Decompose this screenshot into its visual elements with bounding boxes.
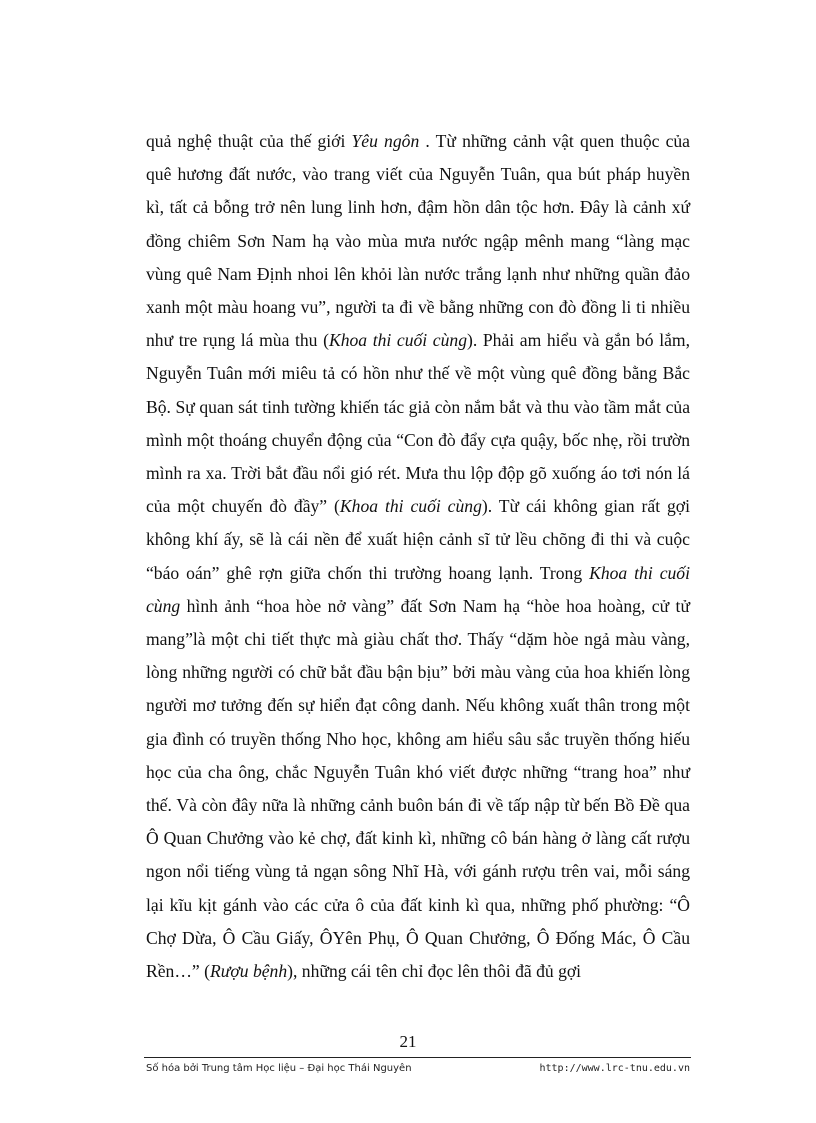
text-run: ), những cái tên chỉ đọc lên thôi đã đủ gợi: [287, 961, 582, 982]
footer-url: http://www.lrc-tnu.edu.vn: [539, 1063, 690, 1074]
text-run: quả nghệ thuật của thế giới: [146, 131, 352, 151]
text-run: . Từ những cảnh vật quen thuộc của quê hương đất nước, vào trang viết của Nguyễn Tuân, qua bút pháp huyền kì, tất cả bỗng trở nên lung linh hơn, đậm hồn dân tộc hơn. Đây là cảnh xứ đồng chiêm Sơn Nam hạ vào mùa mưa nước ngập mênh mang “làng mạc vùng quê Nam Định nhoi lên khỏi làn nước trắng lạnh như những quần đảo xanh một màu hoang vu”, người ta đi về bằng những con đò đồng li ti nhiều như tre rụng lá mùa thu (: [146, 131, 690, 351]
footer-divider: [144, 1057, 691, 1058]
body-paragraph: [146, 125, 690, 988]
footer-source: Số hóa bởi Trung tâm Học liệu – Đại học Thái Nguyên: [146, 1063, 412, 1074]
text-run: hình ảnh “hoa hòe nở vàng” đất Sơn Nam hạ “hòe hoa hoàng, cử tử mang”là một chi tiết thực mà giàu chất thơ. Thấy “dặm hòe ngả màu vàng, lòng những người có chữ bắt đầu bận bịu” bởi màu vàng của hoa khiến lòng người mơ tưởng đến sự hiển đạt công danh. Nếu không xuất thân trong một gia đình có truyền thống Nho học, không am hiểu sâu sắc truyền thống hiếu học của cha ông, chắc Nguyễn Tuân khó viết được những “trang hoa” như thế. Và còn đây nữa là những cảnh buôn bán đi về tấp nập từ bến Bồ Đề qua Ô Quan Chưởng vào kẻ chợ, đất kinh kì, những cô bán hàng ở làng cất rượu ngon nổi tiếng vùng tả ngạn sông Nhĩ Hà, với gánh rượu trên vai, mỗi sáng lại kĩu kịt gánh vào các cửa ô của đất kinh kì qua, những phố phường: “Ô Chợ Dừa, Ô Cầu Giấy, ÔYên Phụ, Ô Quan Chưởng, Ô Đống Mác, Ô Cầu Rền…” (: [146, 595, 690, 982]
text-run: ). Phải am hiểu và gắn bó lắm, Nguyễn Tuân mới miêu tả có hồn như thế về một vùng quê đồng bằng Bắc Bộ. Sự quan sát tinh tường khiến tác giả còn nắm bắt và thu vào tầm mắt của mình một thoáng chuyển động của “Con đò đẩy cựa quậy, bốc nhẹ, rồi trườn mình ra xa. Trời bắt đầu nổi gió rét. Mưa thu lộp độp gõ xuống áo tơi nón lá của một chuyến đò đầy” (: [146, 330, 691, 517]
page-number: 21: [399, 1032, 417, 1051]
italic-title: Khoa thi cuối cùng: [339, 496, 482, 517]
italic-title: Khoa thi cuối cùng: [328, 330, 467, 351]
italic-title: Rượu bệnh: [210, 961, 288, 982]
paragraph: [146, 125, 690, 988]
italic-title: Khoa thi cuối cùng: [146, 562, 690, 616]
italic-title: Yêu ngôn: [351, 131, 420, 151]
text-run: ). Từ cái không gian rất gợi không khí ấy, sẽ là cái nền để xuất hiện cảnh sĩ tử lều chõng đi thi và cuộc “báo oán” ghê rợn giữa chốn thi trường hoang lạnh. Trong: [146, 496, 691, 583]
